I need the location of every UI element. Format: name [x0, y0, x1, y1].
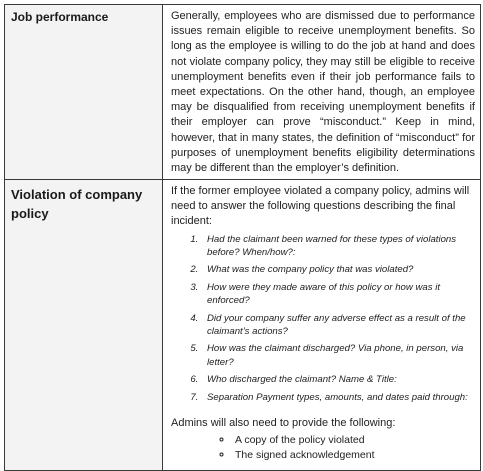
- label-cell: [5, 5, 163, 180]
- label-cell: [5, 180, 163, 471]
- violation-intro-text: If the former employee violated a company policy, admins will need to answer the following questions describing the final incident:: [171, 185, 470, 228]
- list-item: 1. Had the claimant been warned for these types of violations before? When/how?:: [201, 233, 472, 260]
- table-row-violation: [5, 180, 481, 471]
- list-item: 7. Separation Payment types, amounts, and dates paid through:: [201, 391, 472, 404]
- list-item: 5. How was the claimant discharged? Via phone, in person, via letter?: [201, 342, 472, 369]
- policy-table: [4, 4, 481, 471]
- body-cell: [163, 5, 481, 180]
- row-label-job-performance: Job performance: [11, 10, 109, 24]
- table-row-job-performance: [5, 5, 481, 180]
- list-item: 2. What was the company policy that was violated?: [201, 263, 472, 276]
- list-item: 6. Who discharged the claimant? Name & Title:: [201, 373, 472, 386]
- list-item: ◦ A copy of the policy violated: [233, 433, 472, 448]
- job-performance-text: Generally, employees who are dismissed due to performance issues remain eligible to receive unemployment benefits. So long as the employee is willing to do the job at hand and does not violate company policy, they may still be eligible to receive unemployment benefits even if their job performance fails to meet expectations. On the other hand, though, an employee may be disqualified from receiving unemployment benefits if their employer can prove “misconduct.” Keep in mind, however, that in many states, the definition of “misconduct” for purposes of unemployment benefits eligibility determinations may be different than the employer’s definition.: [171, 10, 475, 175]
- questions-list: [163, 233, 480, 404]
- row-label-violation: Violation of company policy: [11, 187, 143, 221]
- list-item: ◦ The signed acknowledgement: [233, 448, 472, 463]
- provide-list: [163, 433, 480, 462]
- provide-intro-text: Admins will also need to provide the following:: [171, 417, 396, 430]
- cell-bottom-spacer: [163, 462, 480, 470]
- list-item: 3. How were they made aware of this policy or how was it enforced?: [201, 281, 472, 308]
- body-cell: [163, 180, 481, 471]
- list-item: 4. Did your company suffer any adverse effect as a result of the claimant’s actions?: [201, 312, 472, 339]
